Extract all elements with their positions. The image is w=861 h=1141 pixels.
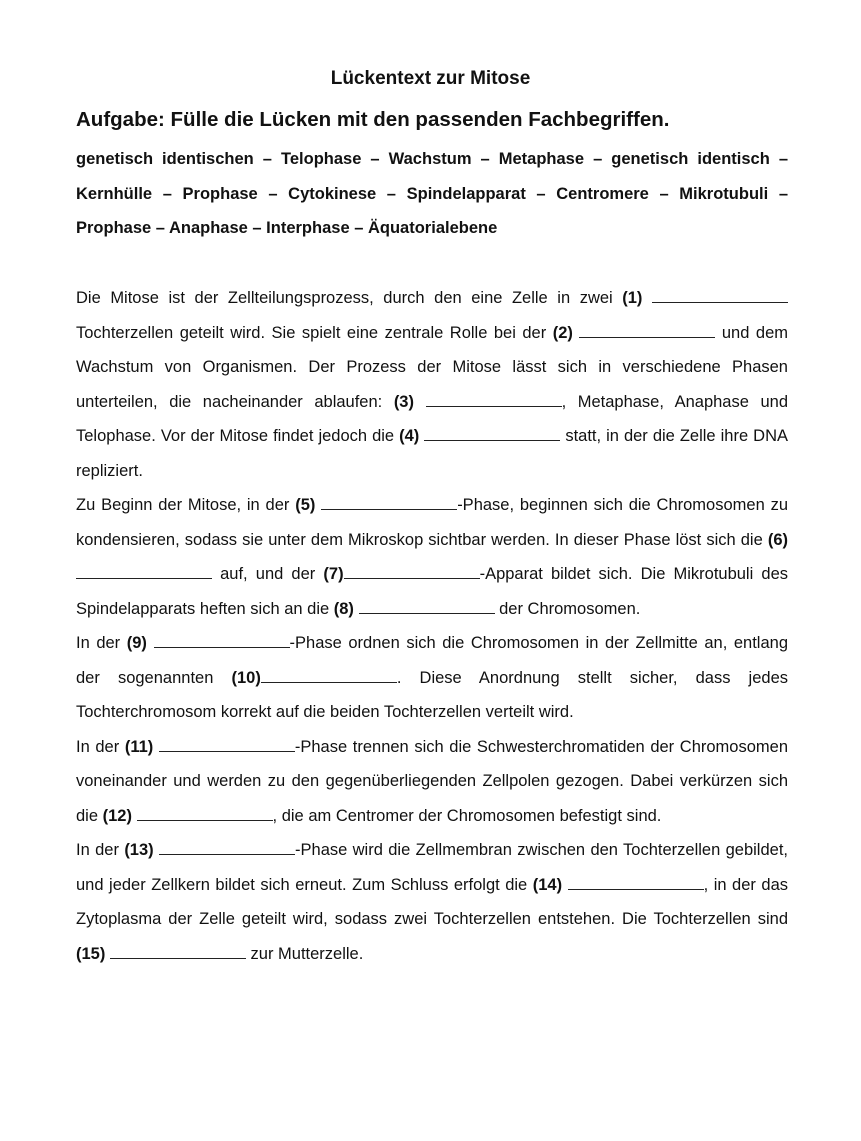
word-bank-item: genetisch identisch –	[611, 150, 788, 168]
gap-number: (15)	[76, 944, 106, 963]
task-instruction: Aufgabe: Fülle die Lücken mit den passenden Fachbegriffen.	[76, 108, 670, 131]
answer-gap[interactable]	[137, 806, 273, 821]
gap-number: (11)	[124, 737, 154, 756]
word-bank-item: Telophase –	[281, 150, 380, 168]
answer-gap[interactable]	[568, 875, 704, 890]
paragraph-text: -Phase trennen sich die Schwesterchromatiden der Chromosomen voneinander und werden zu den gegenüberliegenden Zellpolen gezogen. Dabei verkürzen sich die	[76, 737, 788, 825]
paragraph-text: Tochterzellen geteilt wird. Sie spielt eine zentrale Rolle bei der	[76, 323, 553, 342]
word-bank-item: Äquatorialebene	[367, 219, 498, 237]
gap-number: (3)	[393, 392, 414, 411]
gap-number: (1)	[622, 289, 643, 307]
word-bank-item: genetisch identischen –	[76, 150, 272, 168]
answer-gap[interactable]	[154, 633, 290, 648]
word-bank-item: Interphase –	[266, 219, 364, 237]
paragraph-text: , Metaphase, Anaphase und Telophase. Vor der Mitose findet jedoch die	[76, 392, 788, 445]
word-bank-item: Metaphase –	[498, 150, 603, 168]
paragraph-text: zur Mutterzelle.	[245, 944, 364, 963]
answer-gap[interactable]	[159, 737, 295, 752]
answer-gap[interactable]	[321, 495, 457, 510]
gap-number: (6)	[767, 530, 788, 549]
paragraph-text: der Chromosomen.	[494, 599, 641, 618]
cloze-paragraph	[76, 281, 788, 488]
word-bank-item: Kernhülle –	[76, 184, 172, 203]
paragraph-text: , die am Centromer der Chromosomen befestigt sind.	[272, 806, 662, 825]
paragraph-text: -Phase ordnen sich die Chromosomen in der Zellmitte an, entlang der sogenannten	[76, 634, 788, 687]
word-bank	[76, 142, 788, 246]
gap-number: (14)	[532, 875, 563, 894]
gap-number: (13)	[124, 841, 154, 859]
paragraph-text: -Phase wird die Zellmembran zwischen den Tochterzellen gebildet, und jeder Zellkern bildet sich erneut. Zum Schluss erfolgt die	[76, 841, 788, 894]
paragraph-text: auf, und der	[212, 565, 324, 583]
cloze-paragraph	[76, 730, 788, 834]
answer-gap[interactable]	[424, 426, 560, 441]
gap-number: (4)	[399, 427, 420, 445]
answer-gap[interactable]	[579, 323, 715, 338]
word-bank-item: Anaphase –	[168, 219, 262, 237]
word-bank-item: Prophase –	[76, 219, 165, 237]
word-bank-item: Centromere –	[556, 184, 669, 203]
answer-gap[interactable]	[344, 564, 480, 579]
answer-gap[interactable]	[159, 840, 295, 855]
word-bank-item: Spindelapparat –	[406, 184, 546, 203]
paragraph-text: Die Mitose ist der Zellteilungsprozess, durch den eine Zelle in zwei	[76, 289, 623, 307]
gap-number: (12)	[102, 806, 132, 825]
cloze-paragraph	[76, 488, 788, 626]
cloze-text	[76, 281, 788, 971]
gap-number: (5)	[295, 496, 316, 514]
paragraph-text: In der	[76, 841, 125, 859]
answer-gap[interactable]	[652, 288, 788, 303]
paragraph-text: -Phase, beginnen sich die Chromosomen zu kondensieren, sodass sie unter dem Mikroskop sichtbar werden. In dieser Phase löst sich die	[76, 496, 788, 549]
gap-number: (7)	[323, 565, 344, 583]
paragraph-text: . Diese Anordnung stellt sicher, dass jedes Tochterchromosom korrekt auf die beiden Tochterzellen verteilt wird.	[76, 668, 788, 721]
answer-gap[interactable]	[261, 668, 397, 683]
cloze-paragraph	[76, 833, 788, 971]
paragraph-text: In der	[76, 634, 127, 652]
answer-gap[interactable]	[110, 944, 246, 959]
word-bank-item: Cytokinese –	[288, 184, 396, 203]
paragraph-text: In der	[76, 737, 125, 756]
paragraph-text: statt, in der die Zelle ihre DNA repliziert.	[76, 427, 788, 480]
gap-number: (10)	[231, 668, 261, 687]
worksheet-title: Lückentext zur Mitose	[330, 68, 531, 89]
word-bank-item: Prophase –	[182, 184, 278, 203]
cloze-paragraph	[76, 626, 788, 730]
word-bank-item: Wachstum –	[388, 150, 490, 168]
answer-gap[interactable]	[359, 599, 495, 614]
paragraph-text: und dem Wachstum von Organismen. Der Prozess der Mitose lässt sich in verschiedene Phasen unterteilen, die nacheinander ablaufen:	[76, 323, 788, 411]
gap-number: (9)	[126, 634, 147, 652]
word-bank-item: Mikrotubuli –	[679, 184, 788, 203]
answer-gap[interactable]	[426, 392, 562, 407]
paragraph-text: , in der das Zytoplasma der Zelle geteilt wird, sodass zwei Tochterzellen entstehen. Die Tochterzellen sind	[76, 875, 788, 928]
gap-number: (8)	[333, 599, 354, 618]
paragraph-text: Zu Beginn der Mitose, in der	[76, 496, 296, 514]
gap-number: (2)	[552, 323, 573, 342]
answer-gap[interactable]	[76, 564, 212, 579]
paragraph-text: -Apparat bildet sich. Die Mikrotubuli des Spindelapparats heften sich an die	[76, 565, 788, 618]
